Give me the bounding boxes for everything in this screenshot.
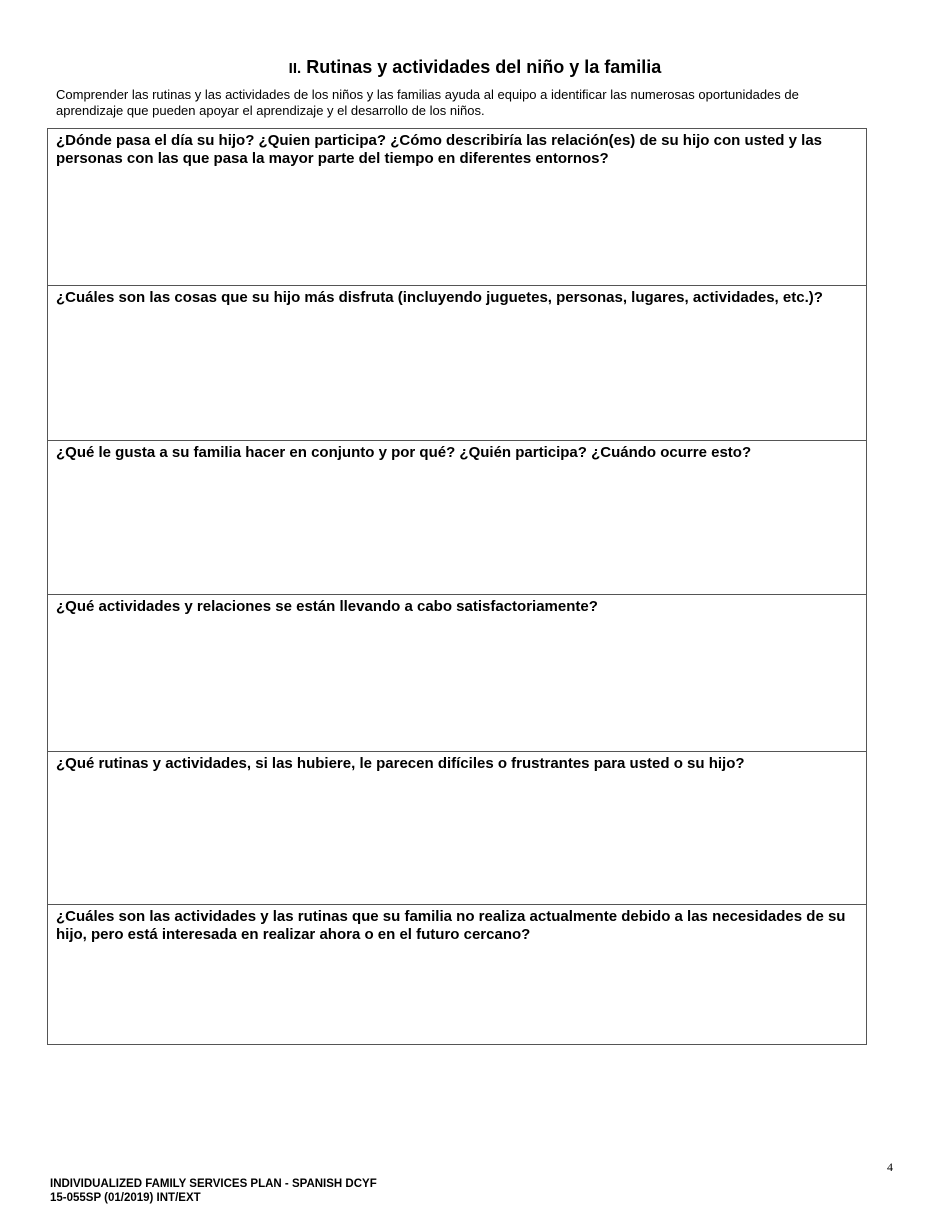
section-intro: Comprender las rutinas y las actividades de los niños y las familias ayuda al equipo a identificar las numerosas oportunidades de aprendizaje que pueden apoyar el aprendizaje y el desarrollo de los niños.	[56, 87, 799, 118]
form-title: INDIVIDUALIZED FAMILY SERVICES PLAN - SPANISH DCYF	[50, 1178, 377, 1190]
question-future-activities-box[interactable]	[48, 905, 866, 1044]
page-number: 4	[887, 1160, 893, 1174]
question-label: ¿Qué le gusta a su familia hacer en conjunto y por qué? ¿Quién participa? ¿Cuándo ocurre esto?	[56, 444, 752, 461]
question-where-day-box[interactable]	[48, 129, 866, 286]
question-going-well-box[interactable]	[48, 595, 866, 752]
form-code: 15-055SP (01/2019) INT/EXT	[50, 1192, 201, 1204]
question-label: ¿Qué rutinas y actividades, si las hubiere, le parecen difíciles o frustrantes para usted o su hijo?	[56, 755, 745, 772]
section-number: II.	[288, 60, 302, 77]
form-footer	[50, 1177, 377, 1205]
question-label: ¿Qué actividades y relaciones se están llevando a cabo satisfactoriamente?	[56, 598, 598, 615]
question-difficult-box[interactable]	[48, 752, 866, 905]
question-family-together-box[interactable]	[48, 441, 866, 595]
section-title	[0, 56, 950, 80]
question-enjoys-box[interactable]	[48, 286, 866, 441]
section-heading: Rutinas y actividades del niño y la familia	[306, 57, 662, 77]
question-label: ¿Dónde pasa el día su hijo? ¿Quien participa? ¿Cómo describiría las relación(es) de su hijo con usted y las personas con las que pasa la mayor parte del tiempo en diferentes entornos?	[56, 132, 823, 167]
question-label: ¿Cuáles son las actividades y las rutinas que su familia no realiza actualmente debido a las necesidades de su hijo, pero está interesada en realizar ahora o en el futuro cercano?	[56, 908, 846, 943]
question-label: ¿Cuáles son las cosas que su hijo más disfruta (incluyendo juguetes, personas, lugares, actividades, etc.)?	[56, 289, 823, 306]
questions-form	[47, 128, 867, 1045]
